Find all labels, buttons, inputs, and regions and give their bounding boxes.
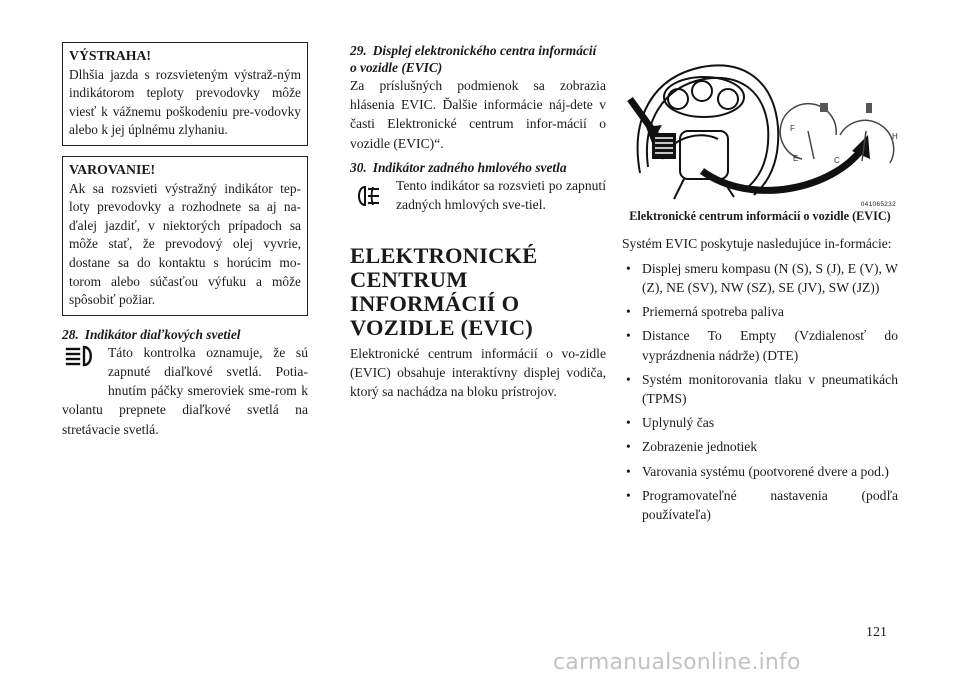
list-item: • Programovateľné nastavenia (podľa používateľa)	[622, 486, 898, 524]
item-29-title	[350, 42, 606, 76]
figure-code: 041065232	[860, 201, 896, 208]
high-beam-text: Táto kontrolka oznamuje, že sú zapnuté diaľkové svetlá. Potia-hnutím páčky smeroviek sme-rom k volantu prepnete diaľkové svetlá na stretávacie svetlá.	[62, 344, 308, 437]
temp-cold-label: C	[834, 156, 840, 165]
caution-text: Ak sa rozsvieti výstražný indikátor tep-loty prevodovky a rozhodnete sa aj na-ďalej jazdiť, v niektorých prípadoch sa môže stať, že prevodový olej vyvrie, dostane sa do kontaktu s horúcim mo-torom alebo súčasťou výfuku a môže spôsobiť požiar.	[69, 180, 301, 308]
page-number: 121	[866, 625, 887, 640]
list-item: • Distance To Empty (Vzdialenosť do vyprázdnenia nádrže) (DTE)	[622, 326, 898, 364]
features-intro: Systém EVIC poskytuje nasledujúce in-formácie:	[622, 235, 892, 251]
right-column	[622, 42, 898, 529]
caution-box	[62, 156, 308, 316]
middle-column	[350, 42, 606, 401]
fuel-full-label: F	[790, 124, 795, 133]
list-item: • Uplynulý čas	[622, 413, 898, 432]
temp-hot-label: H	[892, 132, 898, 141]
watermark-link[interactable]: carmanualsonline.info	[553, 650, 801, 675]
fuel-empty-label: E	[793, 154, 799, 163]
instrument-cluster-figure	[622, 39, 898, 233]
section-heading: ELEKTRONICKÉ CENTRUM INFORMÁCIÍ O VOZIDLE (EVIC)	[350, 242, 538, 340]
warning-title: VÝSTRAHA!	[69, 48, 152, 63]
figure-caption: Elektronické centrum informácií o vozidle (EVIC)	[629, 209, 891, 223]
list-item: • Systém monitorovania tlaku v pneumatikách (TPMS)	[622, 370, 898, 408]
rear-fog-light-icon	[350, 184, 386, 228]
rear-fog-indicator-block	[350, 176, 606, 228]
caution-title: VAROVANIE!	[69, 161, 156, 177]
item-number: 30.	[350, 159, 367, 175]
instrument-cluster-illustration	[622, 39, 898, 233]
rear-fog-text: Tento indikátor sa rozsvieti po zapnutí zadných hmlových sve-tiel.	[396, 177, 606, 213]
high-beam-indicator-block	[62, 343, 308, 439]
features-list	[622, 259, 898, 524]
section-intro-text: Elektronické centrum informácií o vo-zidle (EVIC) obsahuje interaktívny displej vodiča, ktorý sa nachádza na bloku prístrojov.	[350, 345, 606, 400]
item-number: 29.	[350, 43, 367, 58]
left-column	[62, 42, 308, 439]
list-item: • Priemerná spotreba paliva	[622, 302, 898, 321]
list-item: • Varovania systému (pootvorené dvere a pod.)	[622, 462, 898, 481]
item-title-text: Indikátor zadného hmlového svetla	[372, 159, 567, 175]
item-30-title	[350, 159, 606, 176]
item-28-title	[62, 326, 308, 343]
warning-text: Dlhšia jazda s rozsvieteným výstraž-ným indikátorom teploty prevodovky môže viesť k vážnemu poškodeniu pre-vodovky alebo k jej úplnému zlyhaniu.	[69, 66, 301, 138]
item-title-text: Indikátor diaľkových svetiel	[84, 326, 241, 342]
warning-box	[62, 42, 308, 146]
list-item: • Zobrazenie jednotiek	[622, 437, 898, 456]
evic-display-text: Za príslušných podmienok sa zobrazia hlásenia EVIC. Ďalšie informácie náj-dete v časti Elektronické centrum infor-mácií o vozidle (EVIC)“.	[350, 78, 606, 151]
item-title-text: Displej elektronického centra informácií o vozidle (EVIC)	[350, 43, 597, 75]
list-item: • Displej smeru kompasu (N (S), S (J), E (V), W (Z), NE (SV), NW (SZ), SE (JV), SW (JZ))	[622, 259, 898, 297]
high-beam-icon	[62, 345, 98, 389]
item-number: 28.	[62, 326, 79, 342]
